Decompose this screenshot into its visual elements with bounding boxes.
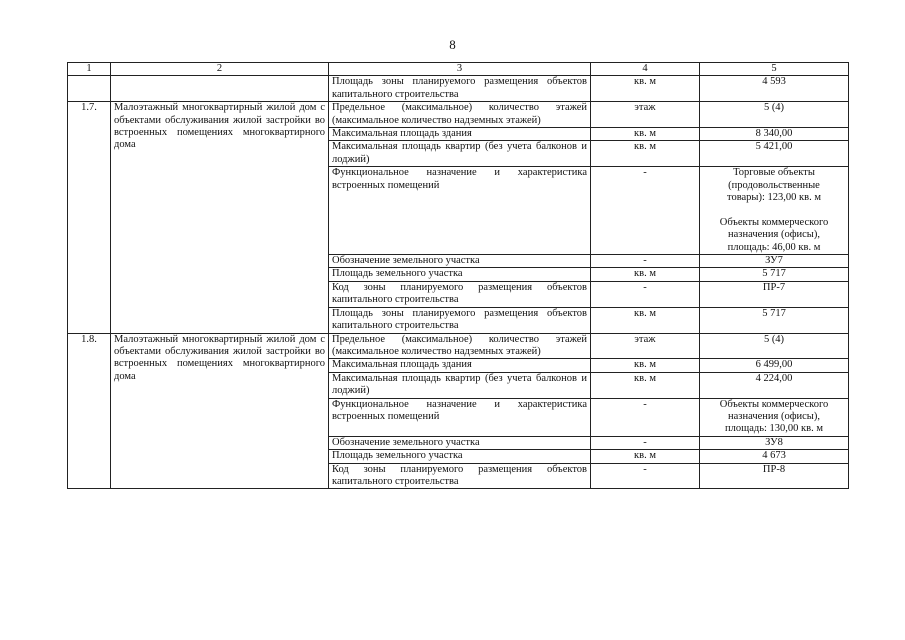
header-cell: 1 — [68, 63, 111, 76]
unit-cell: кв. м — [591, 450, 700, 463]
table-row — [68, 76, 849, 102]
header-cell: 4 — [591, 63, 700, 76]
value-cell: 4 673 — [700, 450, 849, 463]
unit-cell: - — [591, 255, 700, 268]
param-cell: Обозначение земельного участка — [329, 255, 591, 268]
param-cell: Максимальная площадь квартир (без учета балконов и лоджий) — [329, 141, 591, 167]
unit-cell: кв. м — [591, 141, 700, 167]
param-cell: Код зоны планируемого размещения объектов капитального строительства — [329, 463, 591, 489]
unit-cell: - — [591, 398, 700, 436]
value-cell: ПР-8 — [700, 463, 849, 489]
param-cell: Максимальная площадь здания — [329, 359, 591, 372]
value-line: Объекты коммерческого назначения (офисы), площадь: 46,00 кв. м — [719, 216, 829, 253]
table-row — [68, 102, 849, 128]
page-number: 8 — [449, 37, 456, 52]
param-cell: Предельное (максимальное) количество этажей (максимальное количество надземных этажей) — [329, 102, 591, 128]
param-cell: Код зоны планируемого размещения объектов капитального строительства — [329, 281, 591, 307]
value-cell: ПР-7 — [700, 281, 849, 307]
section-name: Малоэтажный многоквартирный жилой дом с объектами обслуживания жилой застройки во встроенных помещениях многоквартирного дома — [111, 333, 329, 489]
unit-cell: кв. м — [591, 372, 700, 398]
unit-cell: - — [591, 436, 700, 449]
value-cell: 5 421,00 — [700, 141, 849, 167]
table-header-row — [68, 63, 849, 76]
param-cell: Максимальная площадь здания — [329, 128, 591, 141]
unit-cell: этаж — [591, 102, 700, 128]
unit-cell: кв. м — [591, 76, 700, 102]
value-cell: Объекты коммерческого назначения (офисы), площадь: 130,00 кв. м — [700, 398, 849, 436]
param-cell: Функциональное назначение и характеристика встроенных помещений — [329, 167, 591, 255]
value-cell: 6 499,00 — [700, 359, 849, 372]
unit-cell: кв. м — [591, 359, 700, 372]
value-cell: ЗУ7 — [700, 255, 849, 268]
value-cell: 4 593 — [700, 76, 849, 102]
section-name: Малоэтажный многоквартирный жилой дом с объектами обслуживания жилой застройки во встроенных помещениях многоквартирного дома — [111, 102, 329, 333]
value-cell: 4 224,00 — [700, 372, 849, 398]
unit-cell: кв. м — [591, 128, 700, 141]
value-line: Торговые объекты (продовольственные товары): 123,00 кв. м — [727, 167, 821, 204]
param-cell: Площадь земельного участка — [329, 268, 591, 281]
header-cell: 3 — [329, 63, 591, 76]
param-cell: Площадь зоны планируемого размещения объектов капитального строительства — [329, 76, 591, 102]
param-cell: Функциональное назначение и характеристика встроенных помещений — [329, 398, 591, 436]
param-cell: Предельное (максимальное) количество этажей (максимальное количество надземных этажей) — [329, 333, 591, 359]
value-cell: 5 (4) — [700, 102, 849, 128]
value-cell: 5 (4) — [700, 333, 849, 359]
empty-cell — [111, 76, 329, 102]
section-number: 1.7. — [68, 102, 111, 333]
unit-cell: - — [591, 167, 700, 255]
value-cell: 5 717 — [700, 307, 849, 333]
param-cell: Площадь земельного участка — [329, 450, 591, 463]
parameters-table — [67, 62, 849, 489]
empty-cell — [68, 76, 111, 102]
value-cell: 8 340,00 — [700, 128, 849, 141]
value-cell: ЗУ8 — [700, 436, 849, 449]
header-cell: 5 — [700, 63, 849, 76]
unit-cell: - — [591, 281, 700, 307]
value-cell: 5 717 — [700, 268, 849, 281]
unit-cell: кв. м — [591, 268, 700, 281]
unit-cell: - — [591, 463, 700, 489]
value-cell — [700, 167, 849, 255]
table-row — [68, 333, 849, 359]
unit-cell: этаж — [591, 333, 700, 359]
unit-cell: кв. м — [591, 307, 700, 333]
header-cell: 2 — [111, 63, 329, 76]
section-number: 1.8. — [68, 333, 111, 489]
param-cell: Максимальная площадь квартир (без учета балконов и лоджий) — [329, 372, 591, 398]
param-cell: Площадь зоны планируемого размещения объектов капитального строительства — [329, 307, 591, 333]
param-cell: Обозначение земельного участка — [329, 436, 591, 449]
